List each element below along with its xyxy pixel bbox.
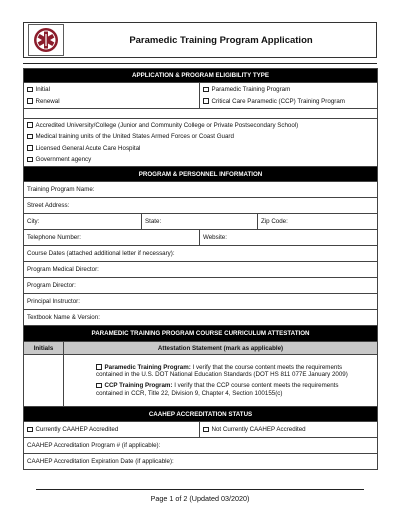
option-armed-forces[interactable]: Medical training units of the United States Armed Forces or Coast Guard xyxy=(27,131,374,143)
option-renewal[interactable]: Renewal xyxy=(27,96,196,108)
state-field[interactable]: State: xyxy=(142,214,258,230)
attestation-statements-cell xyxy=(64,355,378,407)
medical-director-field[interactable]: Program Medical Director: xyxy=(24,262,378,278)
attestation-column-header: Attestation Statement (mark as applicable) xyxy=(64,342,378,355)
city-field[interactable]: City: xyxy=(24,214,142,230)
caahep-program-number-field[interactable]: CAAHEP Accreditation Program # (if applicable): xyxy=(24,438,378,454)
option-university[interactable]: Accredited University/College (Junior and Community College or Private Postsecondary School) xyxy=(27,120,374,132)
training-program-name-field[interactable]: Training Program Name: xyxy=(24,182,378,198)
hospital-checkbox[interactable] xyxy=(27,145,33,151)
program-director-field[interactable]: Program Director: xyxy=(24,278,378,294)
street-address-field[interactable]: Street Address: xyxy=(24,198,378,214)
attestation-paramedic[interactable]: Paramedic Training Program: I verify that the course content meets the requirements contained in the U.S. DOT National Education Standards (DOT HS 811 077E January 2009) xyxy=(96,363,348,379)
government-checkbox[interactable] xyxy=(27,157,33,163)
option-government[interactable]: Government agency xyxy=(27,154,374,166)
footer-divider xyxy=(36,489,364,490)
university-checkbox[interactable] xyxy=(27,122,33,128)
zip-code-field[interactable]: Zip Code: xyxy=(258,214,378,230)
header-divider xyxy=(23,63,377,64)
option-caahep-not-accredited[interactable]: Not Currently CAAHEP Accredited xyxy=(200,422,378,438)
option-caahep-accredited[interactable]: Currently CAAHEP Accredited xyxy=(24,422,200,438)
option-initial[interactable]: Initial xyxy=(27,84,196,96)
initials-column-header: Initials xyxy=(24,342,64,355)
attestation-ccp[interactable]: CCP Training Program: I verify that the CCP course content meets the requirements contained in CCR, Title 22, Division 9, Chapter 4, Section 100155(c) xyxy=(96,382,339,397)
paramedic-attestation-checkbox[interactable] xyxy=(96,364,102,370)
section-header-program: PROGRAM & PERSONNEL INFORMATION xyxy=(24,167,378,182)
option-paramedic-program[interactable]: Paramedic Training Program xyxy=(203,84,374,96)
program-type-cell xyxy=(200,83,378,109)
application-form xyxy=(23,68,378,470)
ccp-program-checkbox[interactable] xyxy=(203,98,209,104)
ccp-attestation-checkbox[interactable] xyxy=(96,383,102,389)
paramedic-program-checkbox[interactable] xyxy=(203,87,209,93)
option-hospital[interactable]: Licensed General Acute Care Hospital xyxy=(27,143,374,155)
caahep-accredited-checkbox[interactable] xyxy=(27,427,33,433)
section-header-curriculum: PARAMEDIC TRAINING PROGRAM COURSE CURRICULUM ATTESTATION xyxy=(24,326,378,342)
caahep-not-accredited-checkbox[interactable] xyxy=(203,427,209,433)
sponsor-type-cell xyxy=(24,119,378,167)
page-footer: Page 1 of 2 (Updated 03/2020) xyxy=(150,494,250,503)
initials-cell[interactable] xyxy=(24,355,64,407)
telephone-field[interactable]: Telephone Number: xyxy=(24,230,200,246)
ems-star-of-life-logo xyxy=(28,24,64,56)
caahep-expiration-field[interactable]: CAAHEP Accreditation Expiration Date (if applicable): xyxy=(24,454,378,470)
textbook-field[interactable]: Textbook Name & Version: xyxy=(24,310,378,326)
course-dates-field[interactable]: Course Dates (attached additional letter if necessary): xyxy=(24,246,378,262)
page-title: Paramedic Training Program Application xyxy=(129,34,313,46)
website-field[interactable]: Website: xyxy=(200,230,378,246)
application-type-cell xyxy=(24,83,200,109)
spacer xyxy=(24,109,378,119)
principal-instructor-field[interactable]: Principal Instructor: xyxy=(24,294,378,310)
initial-checkbox[interactable] xyxy=(27,87,33,93)
section-header-eligibility: APPLICATION & PROGRAM ELIGIBILITY TYPE xyxy=(24,69,378,83)
option-ccp-program[interactable]: Critical Care Paramedic (CCP) Training Program xyxy=(203,96,374,108)
armed-forces-checkbox[interactable] xyxy=(27,134,33,140)
section-header-caahep: CAAHEP ACCREDITATION STATUS xyxy=(24,407,378,422)
renewal-checkbox[interactable] xyxy=(27,98,33,104)
